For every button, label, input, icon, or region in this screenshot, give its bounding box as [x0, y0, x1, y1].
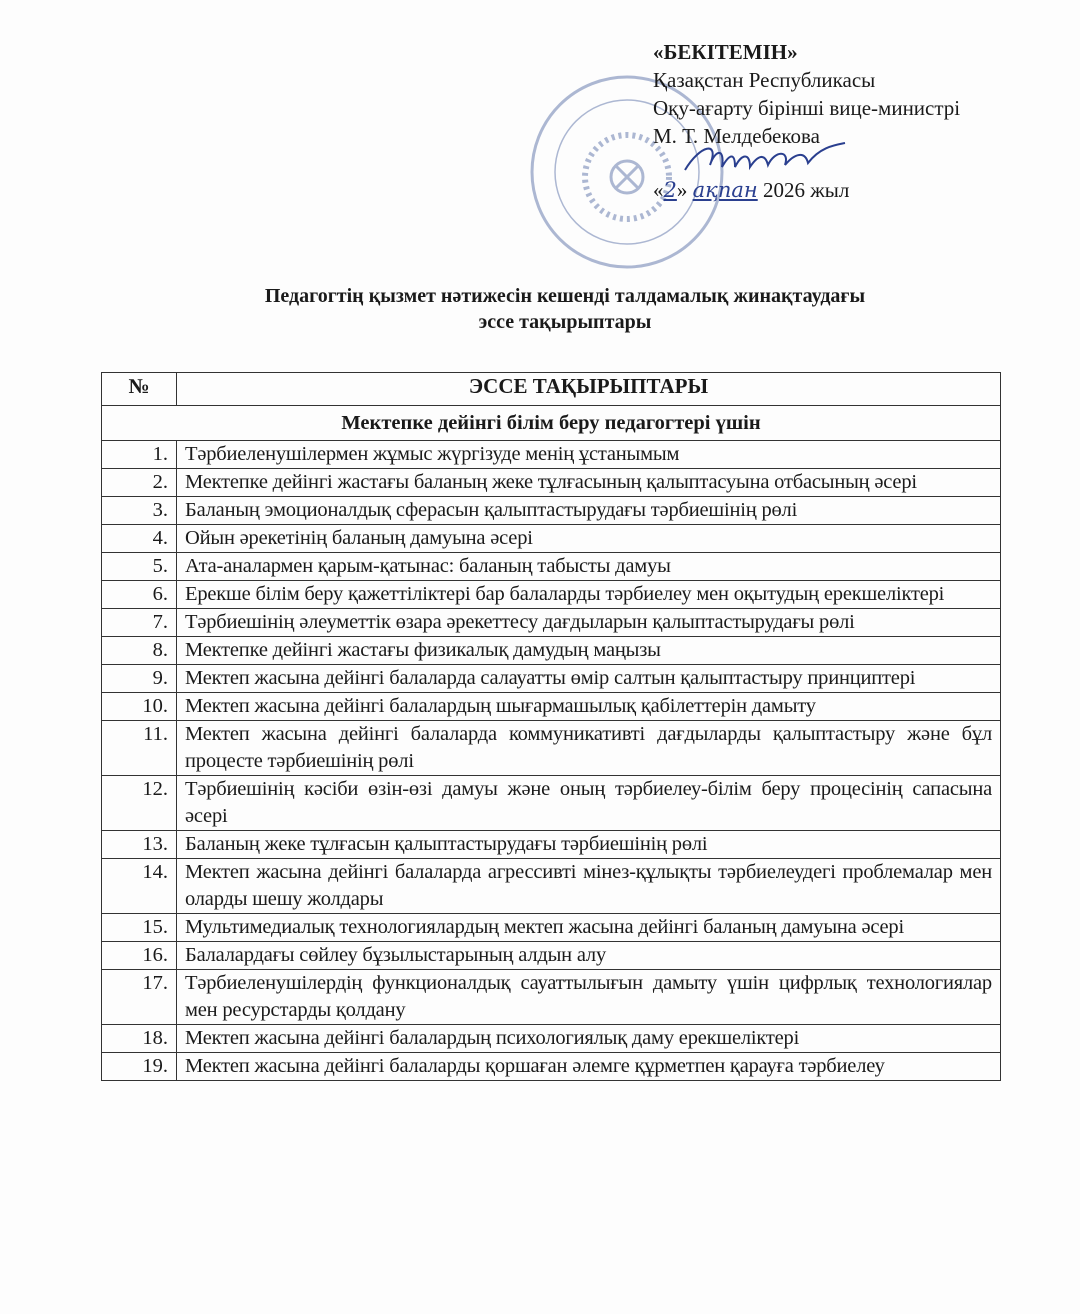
row-topic: Мектепке дейінгі жастағы баланың жеке тұлғасының қалыптасуына отбасының әсері [177, 469, 1001, 497]
row-number: 3. [102, 497, 177, 525]
table-row [102, 497, 1001, 525]
date-day: 2 [663, 178, 677, 202]
table-row [102, 970, 1001, 1025]
date-month: ақпан [692, 178, 758, 202]
row-topic: Мектеп жасына дейінгі балалардың психологиялық даму ерекшеліктері [177, 1025, 1001, 1053]
table-row [102, 1025, 1001, 1053]
title-line-1: Педагогтің қызмет нәтижесін кешенді талдамалық жинақтаудағы [264, 285, 866, 307]
section-title: Мектепке дейінгі білім беру педагогтері үшін [102, 406, 1001, 441]
table-row [102, 441, 1001, 469]
row-number: 18. [102, 1025, 177, 1053]
handwritten-signature [680, 135, 850, 180]
table-row [102, 721, 1001, 776]
title-line-2: эссе тақырыптары [478, 311, 652, 333]
header-number: № [102, 373, 177, 406]
header-topics: ЭССЕ ТАҚЫРЫПТАРЫ [177, 373, 1001, 406]
row-number: 15. [102, 914, 177, 942]
row-number: 7. [102, 609, 177, 637]
table-row [102, 831, 1001, 859]
document-title [0, 283, 1080, 335]
table-row [102, 469, 1001, 497]
row-topic: Тәрбиеленушілердің функционалдық сауаттылығын дамыту үшін цифрлық технологиялар мен ресурстарды қолдану [177, 970, 1001, 1025]
row-number: 17. [102, 970, 177, 1025]
approval-country: Қазақстан Республикасы [653, 68, 876, 92]
date-close-quote: » [676, 178, 688, 202]
approval-heading: «БЕКІТЕМІН» [653, 40, 798, 64]
row-topic: Ойын әрекетінің баланың дамуына әсері [177, 525, 1001, 553]
row-number: 2. [102, 469, 177, 497]
table-row [102, 1053, 1001, 1081]
row-number: 14. [102, 859, 177, 914]
row-number: 13. [102, 831, 177, 859]
approval-position: Оқу-ағарту бірінші вице-министрі [653, 96, 961, 120]
row-number: 11. [102, 721, 177, 776]
table-row [102, 581, 1001, 609]
table-header-row [102, 373, 1001, 406]
row-number: 5. [102, 553, 177, 581]
table-row [102, 553, 1001, 581]
row-topic: Мектеп жасына дейінгі балалардың шығармашылық қабілеттерін дамыту [177, 693, 1001, 721]
row-topic: Мектеп жасына дейінгі балаларда агрессивті мінез-құлықты тәрбиелеудегі проблемалар мен оларды шешу жолдары [177, 859, 1001, 914]
row-number: 4. [102, 525, 177, 553]
row-number: 9. [102, 665, 177, 693]
row-number: 6. [102, 581, 177, 609]
row-topic: Тәрбиешінің әлеуметтік өзара әрекеттесу дағдыларын қалыптастырудағы рөлі [177, 609, 1001, 637]
date-year: 2026 жыл [762, 178, 850, 202]
row-number: 8. [102, 637, 177, 665]
table-row [102, 942, 1001, 970]
row-topic: Ерекше білім беру қажеттіліктері бар балаларды тәрбиелеу мен оқытудың ерекшеліктері [177, 581, 1001, 609]
table-row [102, 776, 1001, 831]
row-number: 19. [102, 1053, 177, 1081]
section-row [102, 406, 1001, 441]
table-row [102, 609, 1001, 637]
table-row [102, 914, 1001, 942]
essay-topics-table [101, 372, 1001, 1081]
row-topic: Мектеп жасына дейінгі балаларда коммуникативті дағдыларды қалыптастыру және бұл процесте тәрбиешінің рөлі [177, 721, 1001, 776]
table-row [102, 525, 1001, 553]
row-topic: Тәрбиешінің кәсіби өзін-өзі дамуы және оның тәрбиелеу-білім беру процесінің сапасына әсері [177, 776, 1001, 831]
row-topic: Мектеп жасына дейінгі балаларды қоршаған әлемге құрметпен қарауға тәрбиелеу [177, 1053, 1001, 1081]
row-topic: Мектеп жасына дейінгі балаларда салауатты өмір салтын қалыптастыру принциптері [177, 665, 1001, 693]
row-topic: Мультимедиалық технологиялардың мектеп жасына дейінгі баланың дамуына әсері [177, 914, 1001, 942]
approval-block [653, 38, 960, 150]
row-topic: Баланың жеке тұлғасын қалыптастырудағы тәрбиешінің рөлі [177, 831, 1001, 859]
date-open-quote: « [653, 178, 664, 202]
approval-name: М. Т. Мелдебекова [653, 124, 820, 148]
approval-date [653, 178, 849, 203]
row-topic: Балалардағы сөйлеу бұзылыстарының алдын алу [177, 942, 1001, 970]
row-topic: Мектепке дейінгі жастағы физикалық дамудың маңызы [177, 637, 1001, 665]
row-number: 16. [102, 942, 177, 970]
row-topic: Баланың эмоционалдық сферасын қалыптастырудағы тәрбиешінің рөлі [177, 497, 1001, 525]
table-row [102, 693, 1001, 721]
row-topic: Ата-аналармен қарым-қатынас: баланың табысты дамуы [177, 553, 1001, 581]
table-row [102, 637, 1001, 665]
row-topic: Тәрбиеленушілермен жұмыс жүргізуде менің ұстанымым [177, 441, 1001, 469]
table-row [102, 859, 1001, 914]
row-number: 12. [102, 776, 177, 831]
table-row [102, 665, 1001, 693]
row-number: 10. [102, 693, 177, 721]
row-number: 1. [102, 441, 177, 469]
